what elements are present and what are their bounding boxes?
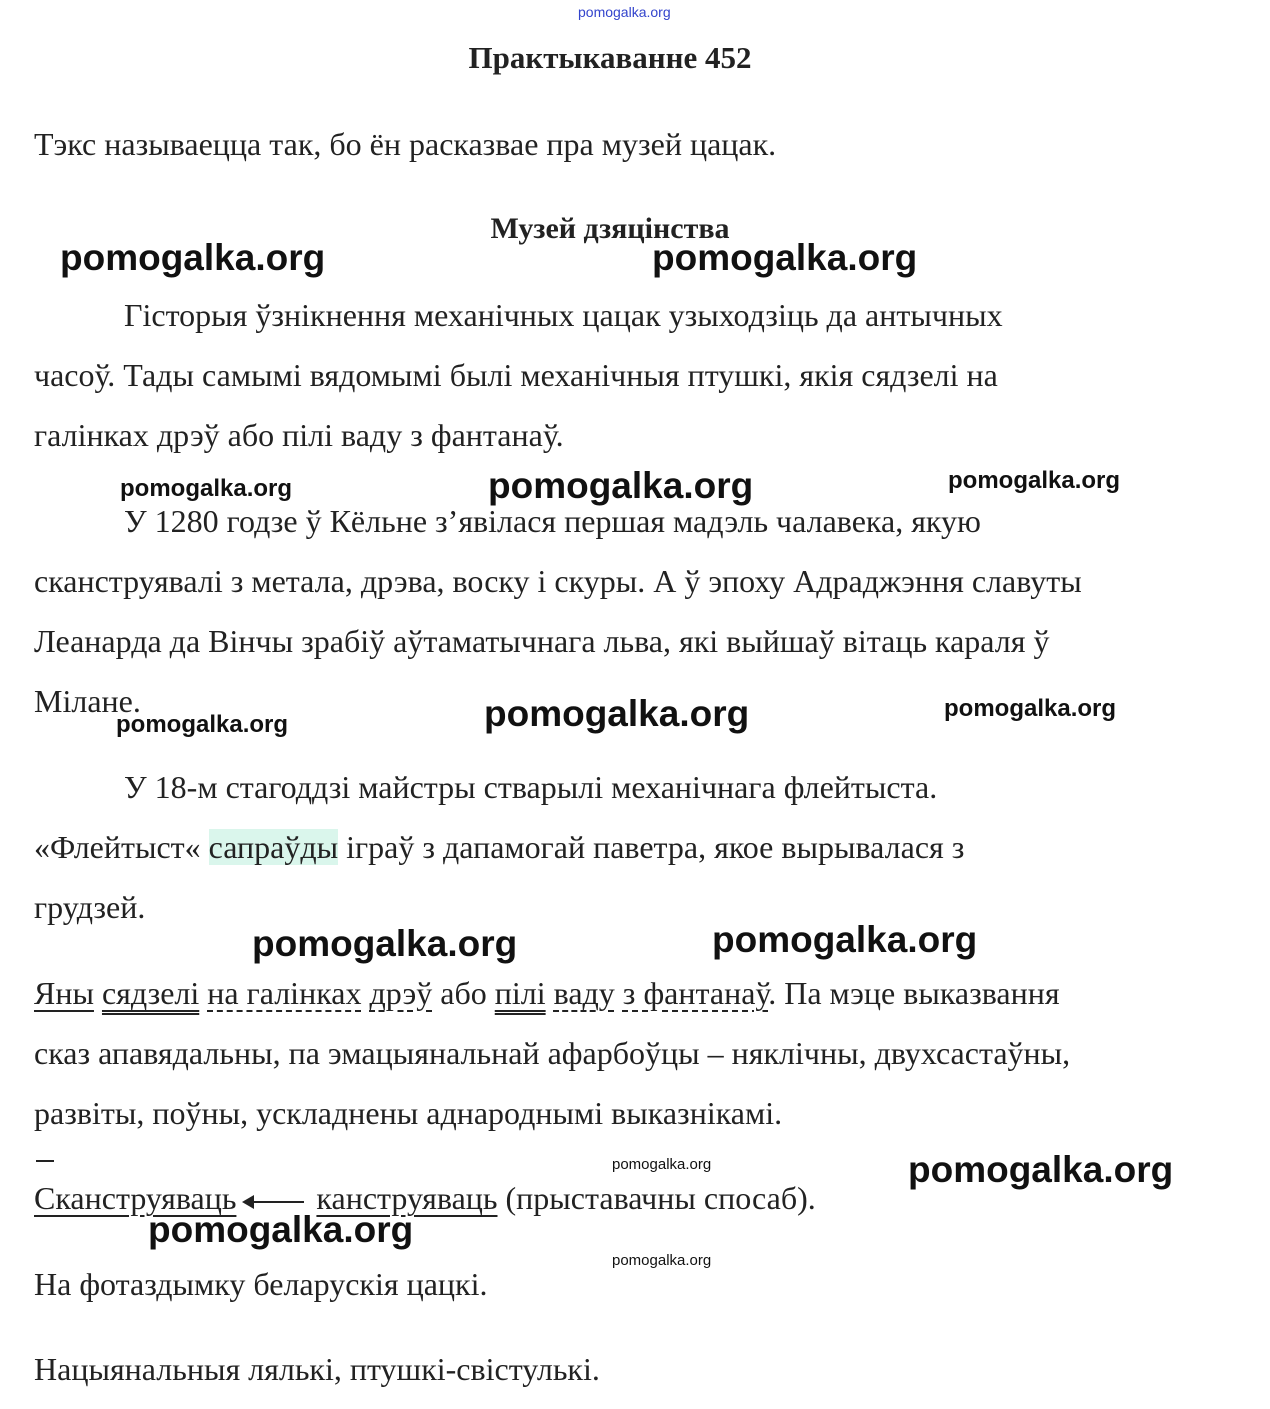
analysis-line2: сказ апавядальны, па эмацыянальнай афарбоўцы – няклічны, двухсастаўны,	[34, 1035, 1071, 1071]
photo-items: Нацыянальныя лялькі, птушкі-свістулькі.	[34, 1351, 600, 1387]
watermark: pomogalka.org	[908, 1149, 1174, 1190]
paragraph1-line2: часоў. Тады самымі вядомымі былі механічныя птушкі, якія сядзелі на	[34, 357, 998, 393]
formation-method: (прыставачны спосаб).	[497, 1180, 816, 1216]
paragraph3-line3: грудзей.	[34, 889, 146, 925]
analysis-line3: развіты, поўны, ускладнены аднароднымі выказнікамі.	[34, 1095, 783, 1131]
predicate-word: пілі	[494, 975, 546, 1011]
highlighted-word: сапраўды	[208, 829, 339, 865]
quote-rest: іграў з дапамогай паветра, якое вырывалася з	[338, 829, 965, 865]
paragraph1-line3: галінках дрэў або пілі ваду з фантанаў.	[34, 417, 564, 453]
adverbial-word: на галінках	[207, 975, 362, 1011]
watermark-top: pomogalka.org	[578, 4, 671, 20]
conjunction-word: або	[432, 975, 495, 1011]
derived-word: Сканструяваць	[34, 1180, 237, 1216]
paragraph2-line1: У 1280 годзе ў Кёльне з’явілася першая мадэль чалавека, якую	[124, 503, 981, 539]
watermark: pomogalka.org	[148, 1209, 414, 1250]
watermark: pomogalka.org	[488, 465, 754, 506]
paragraph2-line4: Мілане.	[34, 683, 141, 719]
object-word: ваду	[553, 975, 615, 1011]
intro-text: Тэкс называецца так, бо ён расказвае пра музей цацак.	[34, 126, 777, 162]
watermark: pomogalka.org	[116, 711, 289, 738]
paragraph2-line2: сканструявалі з метала, дрэва, воску і скуры. А ў эпоху Адраджэння славуты	[34, 563, 1082, 599]
page-title: Практыкаванне 452	[468, 40, 752, 75]
analysis-rest: . Па мэце выказвання	[768, 975, 1060, 1011]
watermark: pomogalka.org	[120, 475, 293, 502]
watermark: pomogalka.org	[612, 1252, 712, 1269]
base-word: канструяваць	[316, 1180, 498, 1216]
paragraph2-line3: Леанарда да Вінчы зрабіў аўтаматычнага льва, які выйшаў вітаць караля ў	[34, 623, 1050, 659]
text-title: Музей дзяцінства	[490, 212, 730, 245]
watermark: pomogalka.org	[612, 1156, 712, 1173]
paragraph1-line1: Гісторыя ўзнікнення механічных цацак узыходзіць да антычных	[124, 297, 1003, 333]
analysis-line1	[34, 973, 1060, 1013]
watermark: pomogalka.org	[948, 467, 1121, 494]
watermark: pomogalka.org	[944, 695, 1117, 722]
prefix-mark	[36, 1160, 54, 1162]
attribute-word: дрэў	[369, 975, 433, 1011]
photo-caption: На фотаздымку беларускія цацкі.	[34, 1266, 488, 1302]
quote-word: «Флейтыст«	[34, 829, 209, 865]
predicate-word: сядзелі	[101, 975, 200, 1011]
arrow-left-icon	[252, 1201, 304, 1203]
watermark: pomogalka.org	[652, 237, 918, 278]
watermark: pomogalka.org	[712, 919, 978, 960]
subject-word: Яны	[34, 975, 94, 1011]
watermark: pomogalka.org	[252, 923, 518, 964]
adverbial-word: з фантанаў	[622, 975, 769, 1011]
watermark: pomogalka.org	[484, 693, 750, 734]
watermark: pomogalka.org	[60, 237, 326, 278]
paragraph3-line2	[34, 827, 964, 867]
paragraph3-line1: У 18-м стагоддзі майстры стварылі механічнага флейтыста.	[124, 769, 938, 805]
